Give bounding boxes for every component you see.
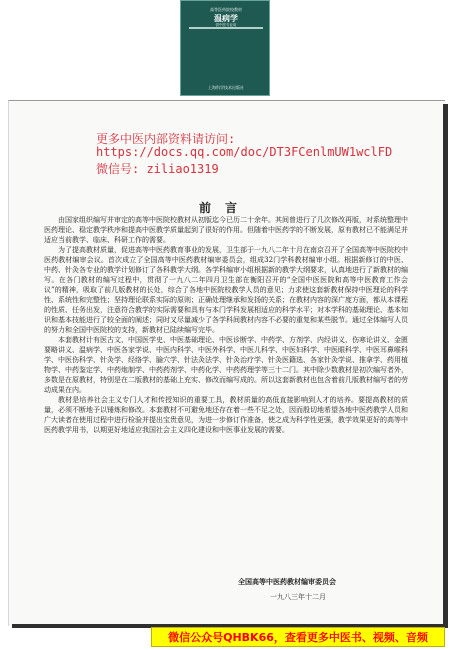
wechat-promo-banner[interactable]: 微信公众号QHBK66，查看更多中医书、视频、音频 [151, 627, 445, 647]
cover-divider [189, 27, 263, 29]
signature-date: 一九八三年十二月 [270, 593, 326, 601]
cover-subtitle: 供中医专业用 [215, 23, 237, 27]
document-title: 前言 [198, 201, 251, 215]
page-shadow-right [443, 104, 448, 626]
paragraph: 为了提高教材质量，促进高等中医药教育事业的发展，卫生部于一九八二年十月在南京召开了全国高等中医院校中医药教材编审会议。首次成立了全国高等中医药教材编审委员会，组成32门学科教材编审小组。根据新修订的中医、中药、针灸各专业的教学计划修订了各科教学大纲。各学科编审小组根据新的教学大纲要求，认真地进行了新教材的编写。在各门教材的编写过程中，贯彻了一九八二年四月卫生部在衡阳召开的“全国中医医院和高等中医教育工作会议”的精神，吸取了前几版教材的长处，综合了各地中医院校教学人员的意见；力求使这套新教材保持中医理论的科学性、系统性和完整性；坚持理论联系实际的原则；正确处理继承和发扬的关系；在教材内容的深广度方面，都从本课程的性质、任务出发，注意符合教学的实际需要和具有与本门学科发展相适应的科学水平；对本学科的基础理论、基本知识和基本技能进行了较全面的阐述；同时又尽量减少了各学科间教材内容不必要的重复和某些脱节。通过全体编写人员的努力和全国中医院校的支持，新教材已陆续编写完毕。 [44, 246, 408, 334]
book-cover-thumbnail [180, 0, 270, 96]
cover-series-text: 高等医药院校教材 [210, 7, 242, 12]
promo-wechat-id: 微信号: ziliao1319 [96, 162, 219, 176]
cover-title: 温病学 [214, 13, 238, 23]
promo-line-visit: 更多中医内部资料请访问: [96, 132, 236, 146]
paragraph: 由国家组织编写并审定的高等中医院校教材从初版迄今已历二十余年。其间曾进行了几次修改再版，对系统整理中医药理论、稳定教学秩序和提高中医教学质量起到了很好的作用。但随着中医药学的不断发展，原有教材已不能满足并适应当前教学、临床、科研工作的需要。 [44, 216, 408, 244]
paragraph: 教材是培养社会主义专门人才和传授知识的重要工具，教材质量的高低直接影响到人才的培养。要提高教材的质量，必须不断地予以锤炼和修改。本套教材不可避免地还存在着一些不足之处，因而殷切地希望各地中医药教学人员和广大读者在使用过程中进行检验并提出宝贵意见，为进一步修订作准备，使之成为科学性更强，教学效果更好的高等中医药教学用书，以期更好地适应我国社会主义四化建设和中医事业发展的需要。 [44, 396, 408, 434]
document-body [44, 215, 408, 435]
paragraph: 本套教材计有医古文、中国医学史、中医基础理论、中医诊断学、中药学、方剂学、内经讲义、伤寒论讲义、金匮要略讲义、温病学、中医各家学说、中医内科学、中医外科学、中医儿科学、中医妇科学、中医眼科学、中医耳鼻喉科学、中医伤科学、针灸学、经络学、腧穴学、针法灸法学、针灸治疗学、针灸医籍选、各家针灸学说、推拿学、药用植物学、中药鉴定学、中药炮制学、中药药剂学、中药化学、中药药理学等三十二门。其中除少数教材是初次编写者外，多数是在原教材，特别是在二版教材的基础上充实、修改而编写成的。所以这套新教材也包含着前几版教材编写者的劳动成果在内。 [44, 336, 408, 394]
cover-publisher: 上海科学技术出版社 [208, 85, 244, 90]
promo-link-url[interactable]: https://docs.qq.com/doc/DT3FCenlmUW1wclFD [96, 145, 393, 159]
signature-organization: 全国高等中医药教材编审委员会 [238, 577, 336, 586]
